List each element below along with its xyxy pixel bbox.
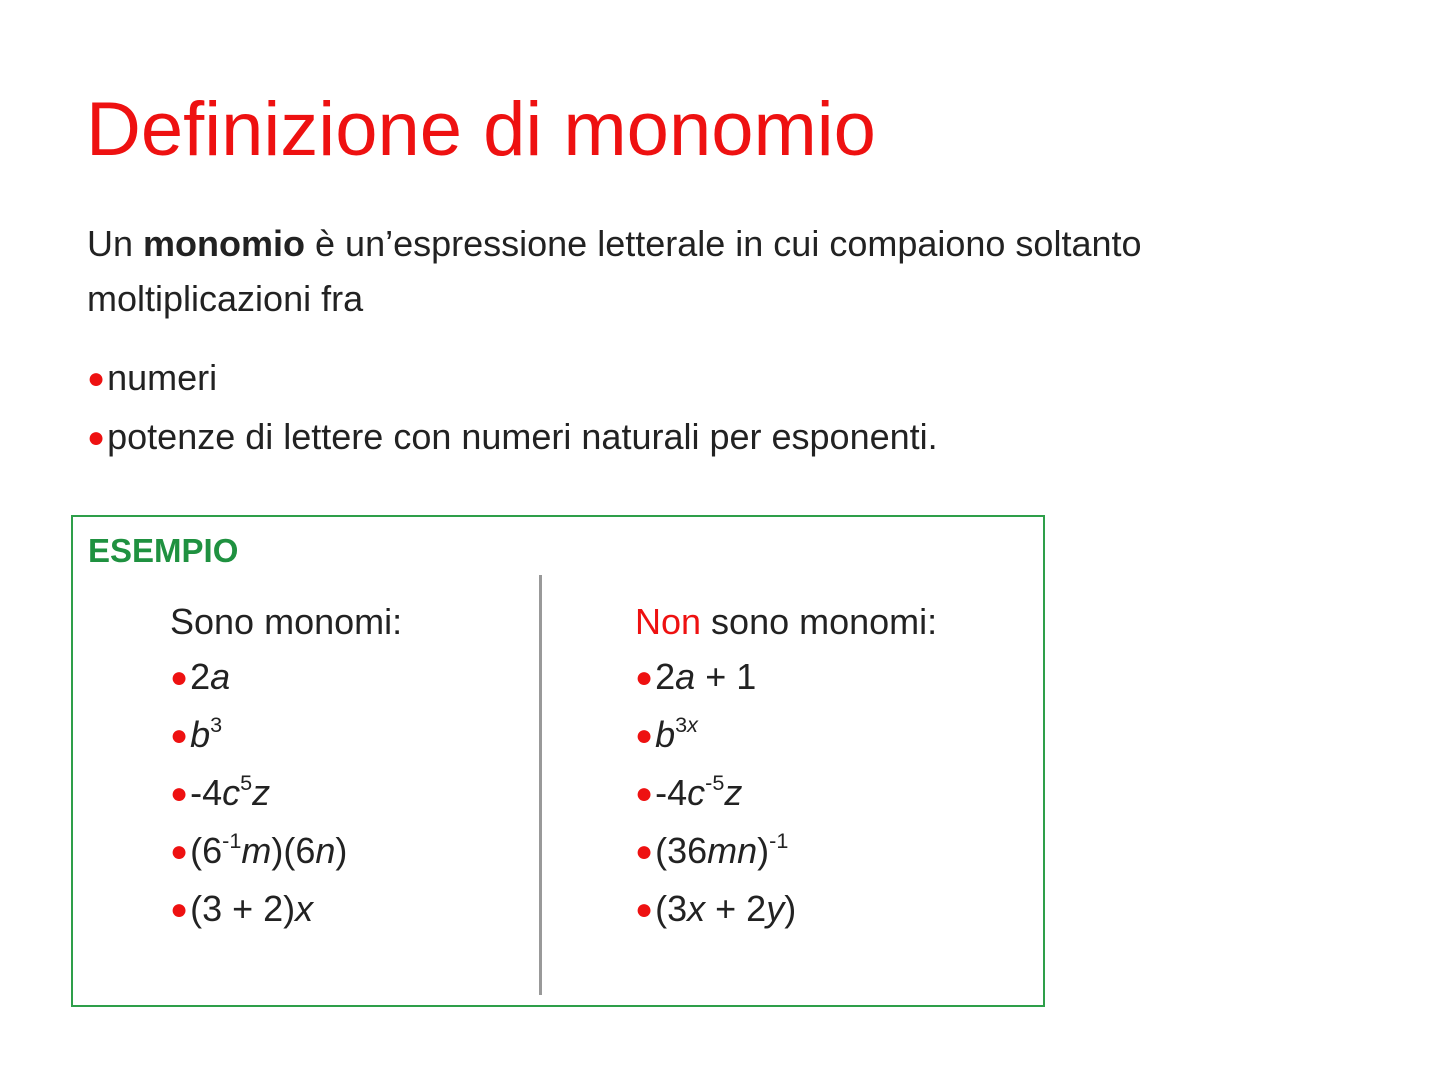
- criteria-item-text: numeri: [107, 357, 218, 398]
- non-monomial-item: [635, 765, 937, 823]
- bullet-icon: ●: [170, 661, 189, 694]
- non-monomials-heading: [635, 595, 937, 649]
- monomial-expression: (3 + 2)x: [190, 888, 314, 929]
- non-monomials-list: [635, 649, 937, 939]
- non-monomial-item: [635, 649, 937, 707]
- monomial-expression: $b^3$: [190, 712, 223, 755]
- heading-rest: sono monomi:: [701, 601, 938, 642]
- monomials-list: [170, 649, 402, 939]
- definition-text: [87, 216, 1347, 326]
- definition-intro: Un: [87, 223, 144, 264]
- column-divider: [539, 575, 542, 995]
- non-monomial-item: [635, 707, 937, 765]
- monomial-item: [170, 765, 402, 823]
- monomial-item: [170, 823, 402, 881]
- non-monomial-expression: $-4c^{-5}z$: [655, 770, 743, 813]
- criteria-item: [87, 350, 938, 409]
- criteria-item-text: potenze di lettere con numeri naturali per esponenti.: [107, 416, 938, 457]
- non-monomial-item: [635, 823, 937, 881]
- definition-term: monomio: [143, 223, 306, 264]
- monomials-column: [170, 595, 402, 939]
- non-monomial-item: [635, 881, 937, 939]
- heading-negation: Non: [635, 601, 702, 642]
- bullet-icon: ●: [635, 777, 654, 810]
- bullet-icon: ●: [87, 421, 106, 454]
- monomial-item: [170, 707, 402, 765]
- criteria-list: [87, 350, 938, 468]
- example-label: ESEMPIO: [88, 532, 239, 569]
- non-monomials-column: [635, 595, 937, 939]
- example-box: [71, 515, 1045, 1007]
- monomial-expression: $(6^{-1}m)(6n)$: [190, 828, 348, 871]
- non-monomial-expression: 2a + 1: [655, 656, 757, 697]
- monomial-item: [170, 881, 402, 939]
- bullet-icon: ●: [170, 835, 189, 868]
- bullet-icon: ●: [170, 719, 189, 752]
- monomials-heading: Sono monomi:: [170, 601, 403, 642]
- bullet-icon: ●: [170, 777, 189, 810]
- definition-body: è un’espressione letterale in cui compaiono soltanto moltiplicazioni fra: [87, 223, 1142, 319]
- page-title: Definizione di monomio: [86, 87, 876, 172]
- criteria-item: [87, 409, 938, 468]
- bullet-icon: ●: [87, 362, 106, 395]
- non-monomial-expression: (3x + 2y): [655, 888, 797, 929]
- bullet-icon: ●: [635, 719, 654, 752]
- monomial-expression: 2a: [190, 656, 231, 697]
- bullet-icon: ●: [635, 835, 654, 868]
- bullet-icon: ●: [170, 893, 189, 926]
- non-monomial-expression: $b^{3x}$: [655, 712, 698, 755]
- bullet-icon: ●: [635, 661, 654, 694]
- non-monomial-expression: $(36mn)^{-1}$: [655, 828, 789, 871]
- bullet-icon: ●: [635, 893, 654, 926]
- monomial-item: [170, 649, 402, 707]
- monomial-expression: $-4c^5z$: [190, 770, 271, 813]
